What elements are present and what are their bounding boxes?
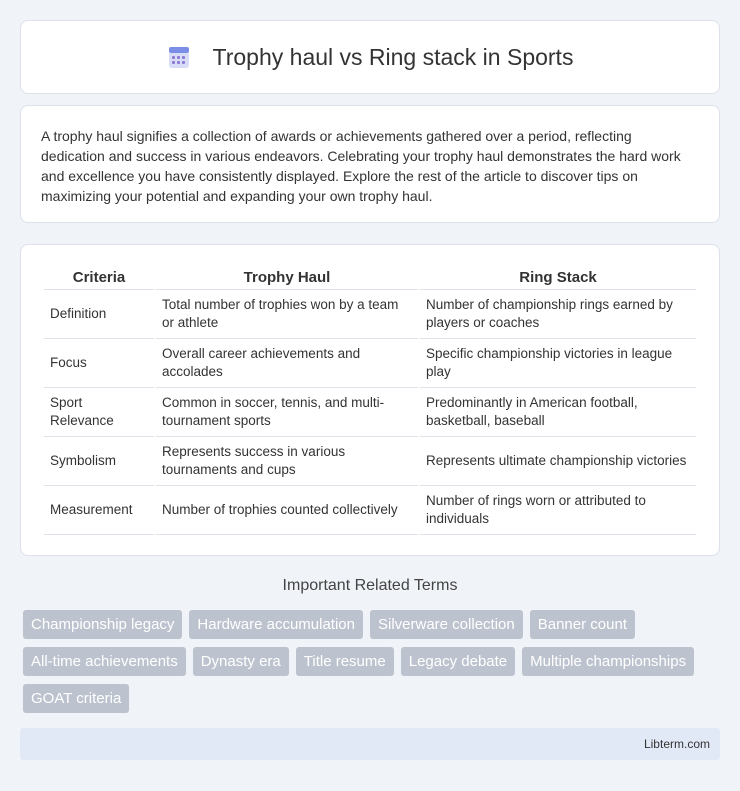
table-cell: Common in soccer, tennis, and multi-tournament sports xyxy=(156,388,418,437)
table-cell: Predominantly in American football, basketball, baseball xyxy=(420,388,696,437)
page-title: Trophy haul vs Ring stack in Sports xyxy=(212,43,574,70)
tag-link[interactable]: Dynasty era xyxy=(193,647,289,676)
table-cell: Focus xyxy=(44,339,154,388)
tag-link[interactable]: Hardware accumulation xyxy=(189,610,363,639)
tag-link[interactable]: GOAT criteria xyxy=(23,684,129,713)
table-header-row xyxy=(44,263,696,290)
footer-site-link[interactable]: Libterm.com xyxy=(643,737,710,751)
tag-link[interactable]: Silverware collection xyxy=(370,610,523,639)
table-row xyxy=(44,290,696,339)
tag-link[interactable]: Title resume xyxy=(296,647,394,676)
table-row xyxy=(44,388,696,437)
intro-text: A trophy haul signifies a collection of awards or achievements gathered over a period, reflecting dedication and success in various endeavors. Celebrating your trophy haul demonstrates the hard work and excellence you have consistently displayed. Explore the rest of the article to discover tips on maximizing your potential and expanding your own trophy haul. xyxy=(41,128,681,204)
table-cell: Measurement xyxy=(44,486,154,535)
table-cell: Number of trophies counted collectively xyxy=(156,486,418,535)
footer xyxy=(20,728,720,760)
column-header: Criteria xyxy=(44,263,154,290)
table-row xyxy=(44,339,696,388)
table-cell: Specific championship victories in league play xyxy=(420,339,696,388)
tag-link[interactable]: Championship legacy xyxy=(23,610,182,639)
comparison-card xyxy=(20,244,720,556)
table-cell: Number of championship rings earned by players or coaches xyxy=(420,290,696,339)
table-cell: Overall career achievements and accolades xyxy=(156,339,418,388)
table-row xyxy=(44,486,696,535)
calendar-icon xyxy=(167,45,191,69)
related-terms-title: Important Related Terms xyxy=(282,577,458,594)
table-cell: Represents ultimate championship victories xyxy=(420,437,696,486)
related-tags xyxy=(23,610,723,713)
table-cell: Total number of trophies won by a team or athlete xyxy=(156,290,418,339)
column-header: Trophy Haul xyxy=(156,263,418,290)
header-card xyxy=(20,20,720,94)
table-cell: Number of rings worn or attributed to individuals xyxy=(420,486,696,535)
table-row xyxy=(44,437,696,486)
table-cell: Sport Relevance xyxy=(44,388,154,437)
comparison-table xyxy=(42,263,698,535)
tag-link[interactable]: Banner count xyxy=(530,610,635,639)
tag-link[interactable]: Legacy debate xyxy=(401,647,515,676)
tag-link[interactable]: Multiple championships xyxy=(522,647,694,676)
table-cell: Definition xyxy=(44,290,154,339)
column-header: Ring Stack xyxy=(420,263,696,290)
intro-card xyxy=(20,105,720,223)
table-cell: Represents success in various tournaments and cups xyxy=(156,437,418,486)
table-cell: Symbolism xyxy=(44,437,154,486)
tag-link[interactable]: All-time achievements xyxy=(23,647,186,676)
